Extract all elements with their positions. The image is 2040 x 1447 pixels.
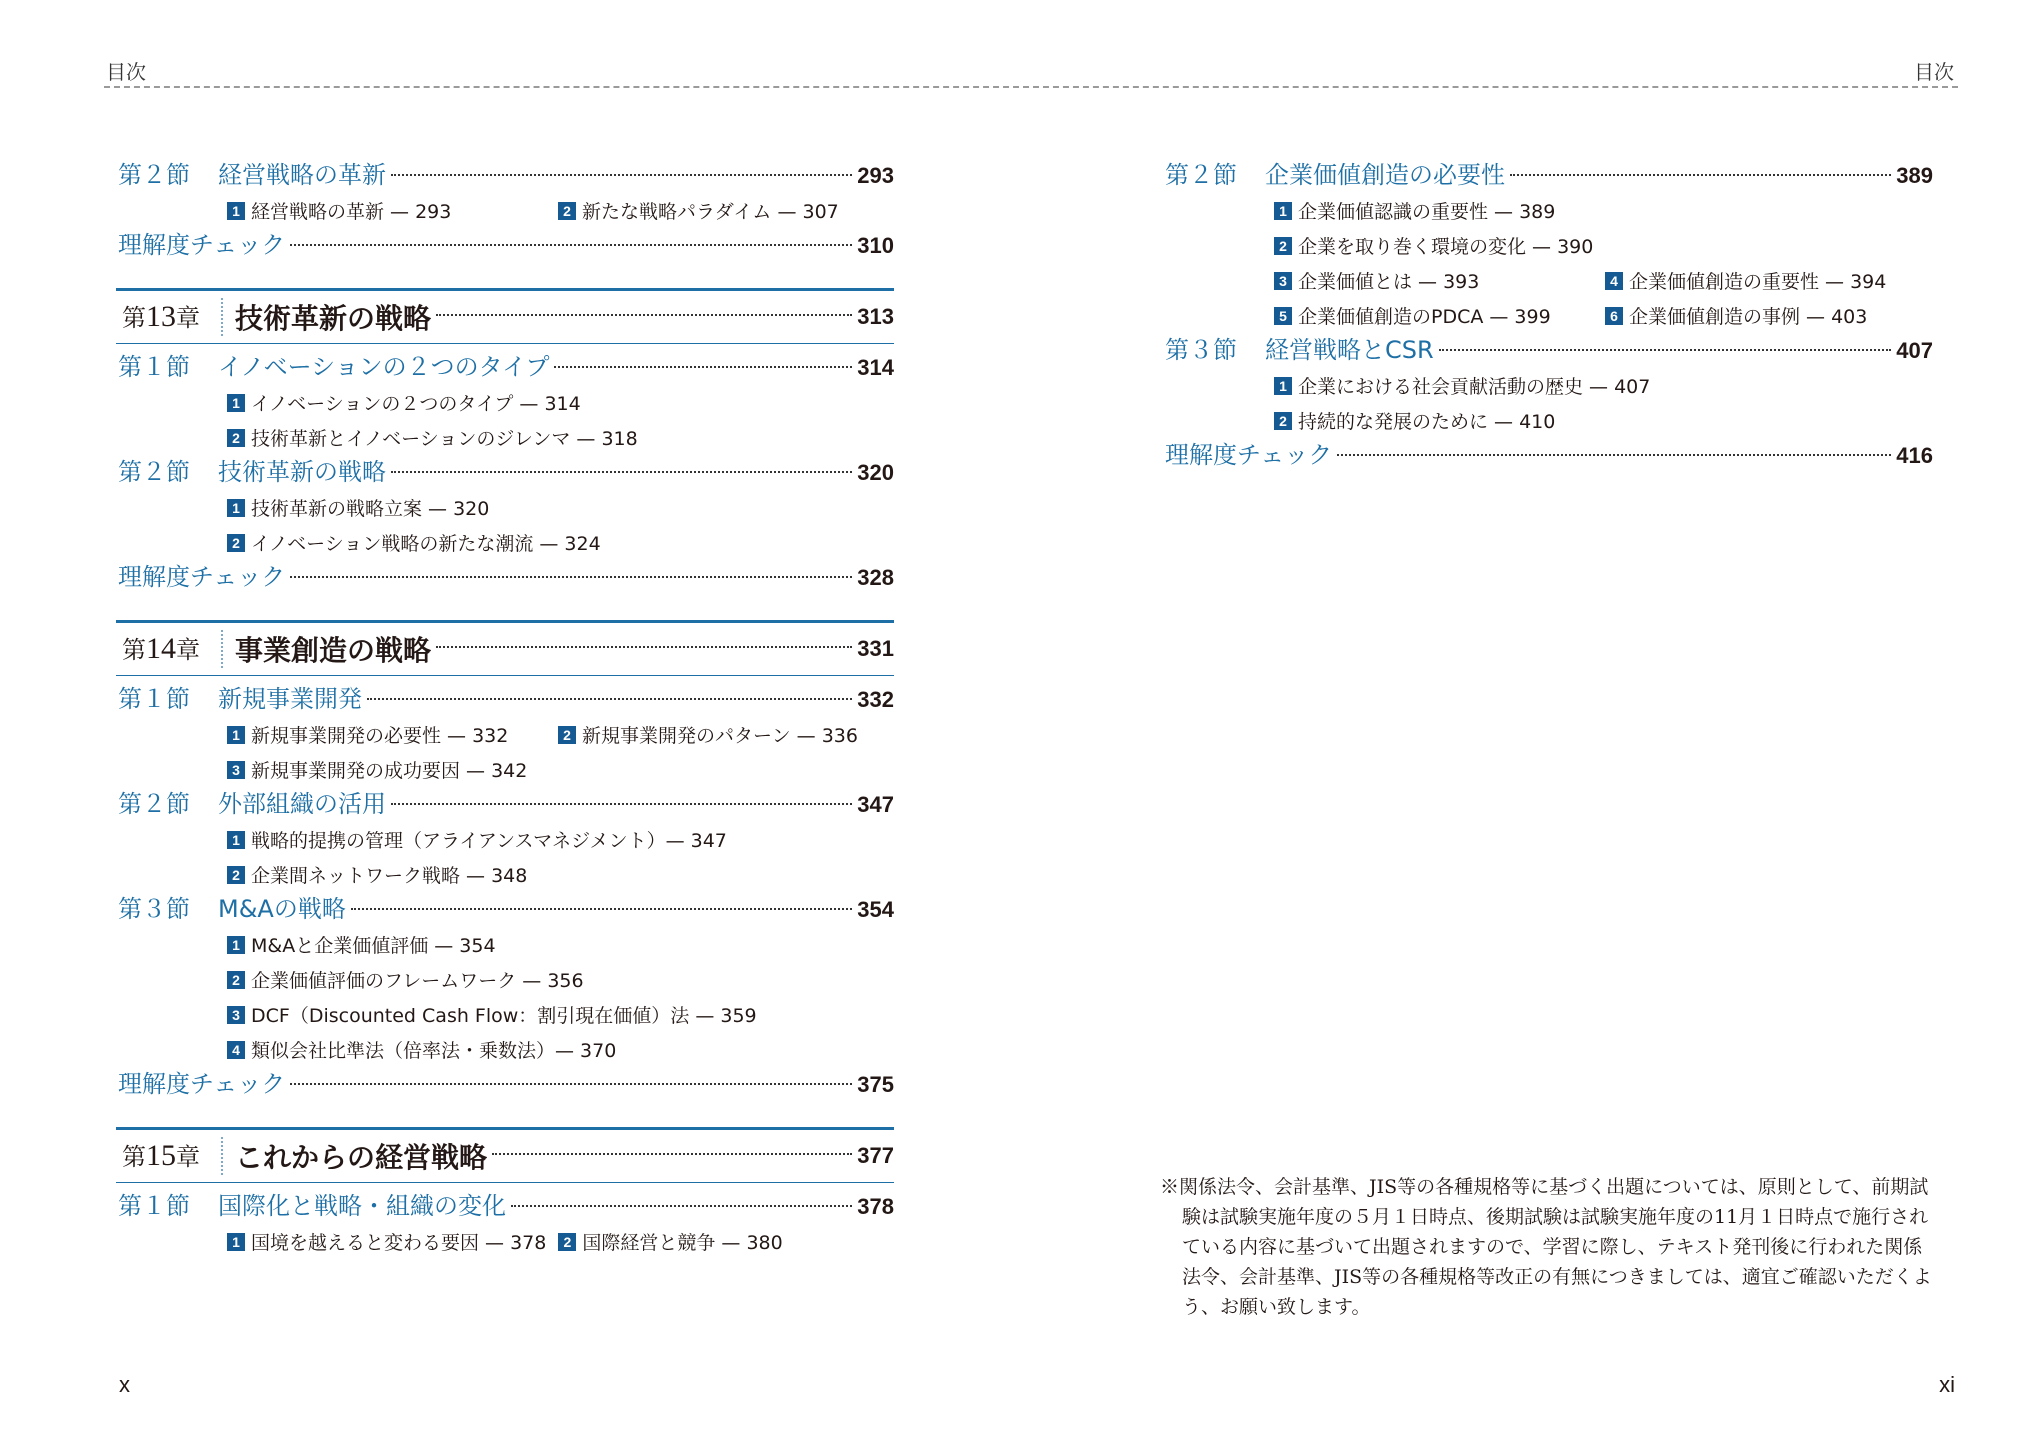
dot-leader	[367, 698, 852, 700]
chapter-heading-15[interactable]	[116, 1127, 894, 1183]
subsection-title: 新規事業開発の必要性 — 332	[251, 725, 509, 747]
chapter-prefix: 第	[122, 304, 146, 332]
dot-leader	[351, 908, 852, 910]
page-number: 347	[857, 792, 894, 817]
subsection-item[interactable]	[227, 1224, 546, 1259]
review-check-title: 理解度チェック	[118, 563, 286, 591]
section-label: 第２節	[118, 790, 190, 818]
subsection-item[interactable]	[1605, 263, 1886, 298]
number-badge: 2	[558, 726, 576, 744]
chapter-suffix: 章	[176, 1143, 200, 1171]
section-title: 企業価値創造の必要性	[1265, 161, 1505, 189]
page-number: 293	[857, 163, 894, 188]
subsection-title: 類似会社比準法（倍率法・乗数法）— 370	[251, 1040, 617, 1062]
toc-left-column	[118, 158, 894, 1259]
dot-leader	[436, 314, 852, 316]
number-badge: 6	[1605, 307, 1623, 325]
number-badge: 1	[227, 726, 245, 744]
review-check-entry[interactable]	[118, 228, 894, 263]
subsection-list	[118, 385, 894, 455]
review-check-title: 理解度チェック	[118, 231, 286, 259]
subsection-title: 企業価値創造のPDCA — 399	[1298, 306, 1551, 328]
section-title: M&Aの戦略	[218, 895, 346, 923]
review-check-title: 理解度チェック	[118, 1070, 286, 1098]
dot-leader	[492, 1153, 852, 1155]
chapter-label	[116, 298, 223, 336]
number-badge: 1	[1274, 377, 1292, 395]
number-badge: 1	[227, 202, 245, 220]
page-number: 310	[857, 233, 894, 258]
chapter-suffix: 章	[176, 636, 200, 664]
dot-leader	[511, 1205, 852, 1207]
subsection-list	[118, 717, 894, 787]
section-entry[interactable]	[118, 158, 894, 193]
subsection-title: 経営戦略の革新 — 293	[251, 201, 452, 223]
subsection-item[interactable]	[1274, 298, 1605, 333]
review-check-title: 理解度チェック	[1165, 441, 1333, 469]
number-badge: 2	[558, 202, 576, 220]
subsection-item[interactable]	[227, 420, 894, 455]
chapter-title: 技術革新の戦略	[235, 302, 432, 335]
subsection-list	[118, 490, 894, 560]
subsection-title: 国際経営と競争 — 380	[582, 1232, 783, 1254]
subsection-item[interactable]	[558, 193, 839, 228]
number-badge: 4	[227, 1041, 245, 1059]
section-entry[interactable]	[118, 455, 894, 490]
chapter-heading-14[interactable]	[116, 620, 894, 676]
subsection-item[interactable]	[227, 857, 894, 892]
subsection-title: 技術革新とイノベーションのジレンマ — 318	[251, 428, 638, 450]
exam-notice-text: ※関係法令、会計基準、JIS等の各種規格等に基づく出題については、原則として、前期試験は試験実施年度の５月１日時点、後期試験は試験実施年度の11月１日時点で施行されている内容に基づいて出題されますので、学習に際し、テキスト発刊後に行われた関係法令、会計基準、JIS等の各種規格等改正の有無につきましては、適宜ご確認いただくよう、お願い致します。	[1160, 1176, 1932, 1318]
running-header-left: 目次	[106, 60, 146, 84]
page-number: 377	[857, 1143, 894, 1168]
subsection-title: 持続的な発展のために — 410	[1298, 411, 1556, 433]
dot-leader	[1510, 174, 1891, 176]
subsection-list	[118, 193, 894, 228]
page-number: 416	[1896, 443, 1933, 468]
subsection-item[interactable]	[227, 997, 894, 1032]
subsection-item[interactable]	[227, 525, 894, 560]
subsection-title: 企業価値とは — 393	[1298, 271, 1480, 293]
chapter-number: 15	[146, 1139, 176, 1172]
number-badge: 1	[227, 394, 245, 412]
dot-leader	[290, 1083, 852, 1085]
subsection-title: 技術革新の戦略立案 — 320	[251, 498, 490, 520]
chapter-heading-13[interactable]	[116, 288, 894, 344]
subsection-item[interactable]	[1274, 193, 1605, 228]
subsection-title: 企業価値評価のフレームワーク — 356	[251, 970, 584, 992]
page-number: 378	[857, 1194, 894, 1219]
subsection-item[interactable]	[227, 962, 894, 997]
section-entry[interactable]	[1165, 158, 1933, 193]
dot-leader	[1337, 454, 1891, 456]
subsection-list	[118, 927, 894, 1067]
subsection-item[interactable]	[558, 1224, 782, 1259]
section-label: 第３節	[1165, 336, 1237, 364]
subsection-title: M&Aと企業価値評価 — 354	[251, 935, 496, 957]
chapter-label	[116, 1137, 223, 1175]
subsection-item[interactable]	[227, 490, 894, 525]
number-badge: 5	[1274, 307, 1292, 325]
dot-leader	[391, 174, 852, 176]
page-number: 407	[1896, 338, 1933, 363]
page-number: 389	[1896, 163, 1933, 188]
subsection-list	[118, 822, 894, 892]
page-number: 331	[857, 636, 894, 661]
chapter-number: 14	[146, 632, 176, 665]
subsection-list	[118, 1224, 894, 1259]
section-label: 第３節	[118, 895, 190, 923]
subsection-title: イノベーションの２つのタイプ — 314	[251, 393, 581, 415]
number-badge: 2	[227, 971, 245, 989]
subsection-item[interactable]	[1274, 263, 1605, 298]
page-number: 332	[857, 687, 894, 712]
number-badge: 1	[227, 1233, 245, 1251]
section-label: 第１節	[118, 353, 190, 381]
dot-leader	[554, 366, 852, 368]
number-badge: 1	[227, 831, 245, 849]
review-check-entry[interactable]	[118, 1067, 894, 1102]
chapter-prefix: 第	[122, 636, 146, 664]
subsection-title: DCF（Discounted Cash Flow：割引現在価値）法 — 359	[251, 1005, 757, 1027]
dot-leader	[290, 244, 852, 246]
subsection-title: 新規事業開発の成功要因 — 342	[251, 760, 528, 782]
chapter-number: 13	[146, 300, 176, 333]
subsection-item[interactable]	[227, 717, 558, 752]
subsection-title: 企業間ネットワーク戦略 — 348	[251, 865, 528, 887]
section-title: 技術革新の戦略	[218, 458, 386, 486]
subsection-title: 新たな戦略パラダイム — 307	[582, 201, 839, 223]
subsection-title: 新規事業開発のパターン — 336	[582, 725, 858, 747]
page-number: 314	[857, 355, 894, 380]
section-title: 経営戦略の革新	[218, 161, 386, 189]
page-number-left: x	[119, 1372, 130, 1397]
subsection-item[interactable]	[227, 193, 558, 228]
number-badge: 3	[227, 761, 245, 779]
header-divider	[104, 86, 1958, 88]
section-label: 第１節	[118, 685, 190, 713]
section-label: 第２節	[118, 161, 190, 189]
section-title: 外部組織の活用	[218, 790, 386, 818]
subsection-item[interactable]	[227, 822, 894, 857]
page-number: 328	[857, 565, 894, 590]
subsection-list	[1165, 368, 1933, 438]
section-entry[interactable]	[118, 892, 894, 927]
chapter-suffix: 章	[176, 304, 200, 332]
section-entry[interactable]	[1165, 333, 1933, 368]
dot-leader	[1439, 349, 1892, 351]
page-number: 320	[857, 460, 894, 485]
subsection-item[interactable]	[1274, 368, 1933, 403]
subsection-title: 企業価値認識の重要性 — 389	[1298, 201, 1556, 223]
subsection-item[interactable]	[227, 385, 894, 420]
dot-leader	[391, 803, 852, 805]
subsection-item[interactable]	[1274, 228, 1593, 263]
section-entry[interactable]	[118, 787, 894, 822]
number-badge: 3	[1274, 272, 1292, 290]
subsection-title: 企業価値創造の事例 — 403	[1629, 306, 1868, 328]
page-number-right: xi	[1939, 1372, 1955, 1397]
section-entry[interactable]	[118, 350, 894, 385]
section-label: 第１節	[118, 1192, 190, 1220]
running-header-right: 目次	[1914, 60, 1954, 84]
section-title: イノベーションの２つのタイプ	[218, 353, 550, 381]
page-number: 354	[857, 897, 894, 922]
chapter-title: 事業創造の戦略	[235, 634, 432, 667]
number-badge: 1	[227, 936, 245, 954]
chapter-title: これからの経営戦略	[235, 1141, 488, 1174]
number-badge: 2	[227, 866, 245, 884]
section-title: 経営戦略とCSR	[1265, 336, 1434, 364]
review-check-entry[interactable]	[118, 560, 894, 595]
subsection-item[interactable]	[227, 927, 894, 962]
section-title: 国際化と戦略・組織の変化	[218, 1192, 506, 1220]
number-badge: 2	[227, 534, 245, 552]
number-badge: 2	[1274, 237, 1292, 255]
subsection-title: 戦略的提携の管理（アライアンスマネジメント）— 347	[251, 830, 727, 852]
section-label: 第２節	[118, 458, 190, 486]
exam-notice	[1160, 1172, 1940, 1322]
subsection-item[interactable]	[1274, 403, 1933, 438]
dot-leader	[290, 576, 852, 578]
number-badge: 1	[227, 499, 245, 517]
subsection-item[interactable]	[227, 752, 894, 787]
page-number: 313	[857, 304, 894, 329]
section-entry[interactable]	[118, 1189, 894, 1224]
subsection-item[interactable]	[1605, 298, 1867, 333]
subsection-title: 企業価値創造の重要性 — 394	[1629, 271, 1887, 293]
chapter-label	[116, 630, 223, 668]
subsection-title: 国境を越えると変わる要因 — 378	[251, 1232, 547, 1254]
chapter-prefix: 第	[122, 1143, 146, 1171]
number-badge: 2	[558, 1233, 576, 1251]
number-badge: 1	[1274, 202, 1292, 220]
subsection-item[interactable]	[227, 1032, 894, 1067]
number-badge: 4	[1605, 272, 1623, 290]
section-entry[interactable]	[118, 682, 894, 717]
section-title: 新規事業開発	[218, 685, 362, 713]
dot-leader	[436, 646, 852, 648]
subsection-item[interactable]	[558, 717, 858, 752]
dot-leader	[391, 471, 852, 473]
review-check-entry[interactable]	[1165, 438, 1933, 473]
number-badge: 3	[227, 1006, 245, 1024]
section-label: 第２節	[1165, 161, 1237, 189]
page-number: 375	[857, 1072, 894, 1097]
number-badge: 2	[1274, 412, 1292, 430]
subsection-title: 企業における社会貢献活動の歴史 — 407	[1298, 376, 1651, 398]
subsection-list	[1165, 193, 1933, 333]
toc-right-column	[1165, 158, 1933, 473]
subsection-title: 企業を取り巻く環境の変化 — 390	[1298, 236, 1594, 258]
number-badge: 2	[227, 429, 245, 447]
subsection-title: イノベーション戦略の新たな潮流 — 324	[251, 533, 601, 555]
